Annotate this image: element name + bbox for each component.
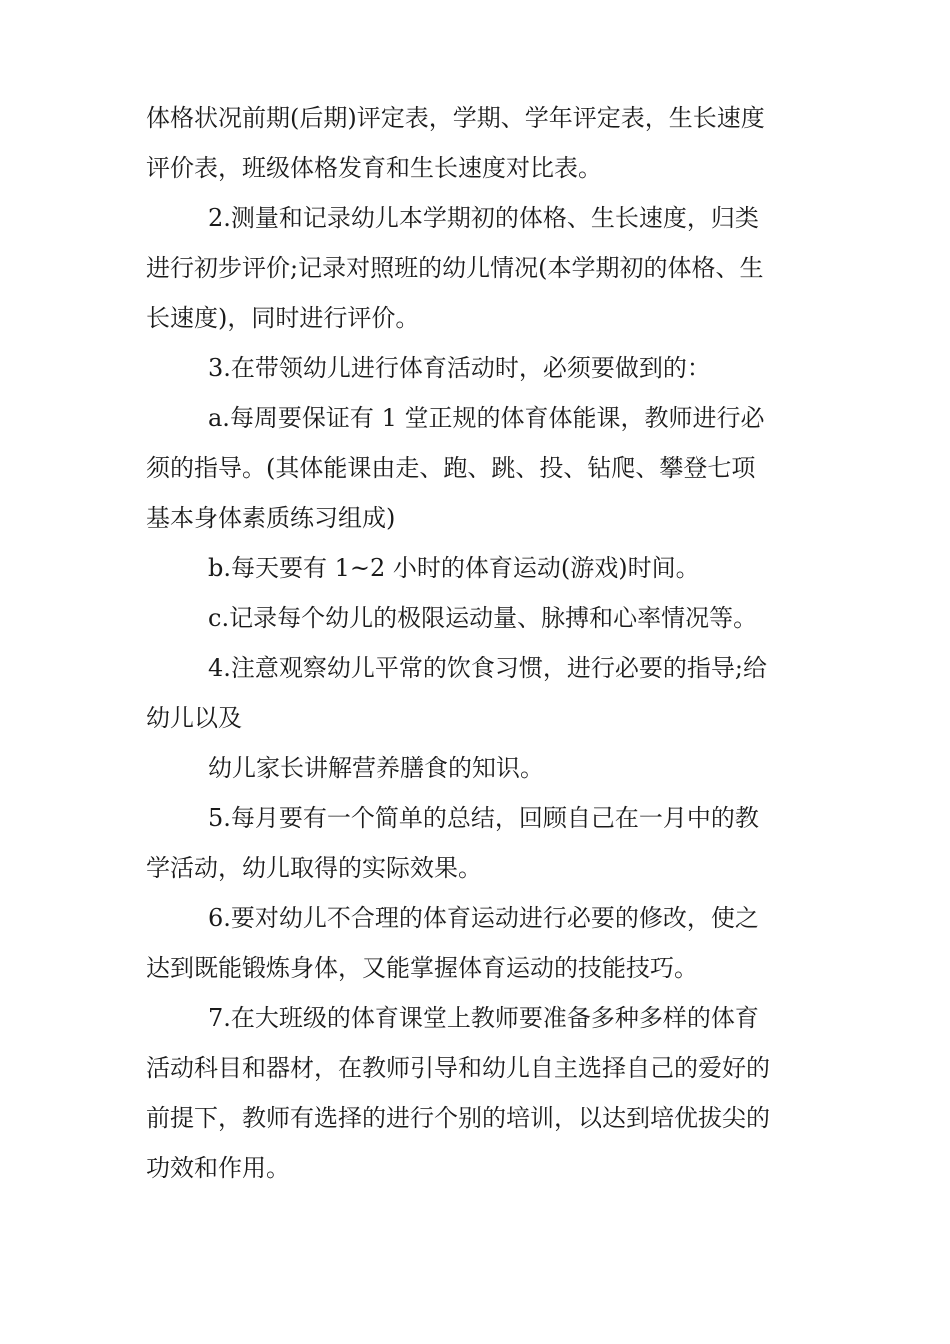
text-line: 学活动，幼儿取得的实际效果。 (146, 854, 482, 882)
item-b: b.每天要有 1~2 小时的体育运动(游戏)时间。 (208, 554, 700, 582)
text-line: 前提下，教师有选择的进行个别的培训，以达到培优拔尖的 (146, 1104, 770, 1132)
paragraph-3-start: 3.在带领幼儿进行体育活动时，必须要做到的： (208, 354, 711, 382)
text-line: 达到既能锻炼身体，又能掌握体育运动的技能技巧。 (146, 954, 698, 982)
paragraph-4-start: 4.注意观察幼儿平常的饮食习惯，进行必要的指导;给 (208, 654, 767, 682)
text-line: 基本身体素质练习组成) (146, 504, 396, 532)
text-line: 活动科目和器材，在教师引导和幼儿自主选择自己的爱好的 (146, 1054, 770, 1082)
paragraph-5-start: 5.每月要有一个简单的总结，回顾自己在一月中的教 (208, 804, 759, 832)
text-line: 须的指导。(其体能课由走、跑、跳、投、钻爬、攀登七项 (146, 454, 756, 482)
item-a-start: a.每周要保证有 1 堂正规的体育体能课，教师进行必 (208, 404, 765, 432)
text-line: 幼儿家长讲解营养膳食的知识。 (208, 754, 544, 782)
paragraph-7-start: 7.在大班级的体育课堂上教师要准备多种多样的体育 (208, 1004, 759, 1032)
item-c: c.记录每个幼儿的极限运动量、脉搏和心率情况等。 (208, 604, 758, 632)
text-line: 长速度)，同时进行评价。 (146, 304, 420, 332)
paragraph-2-start: 2.测量和记录幼儿本学期初的体格、生长速度，归类 (208, 204, 759, 232)
text-line: 功效和作用。 (146, 1154, 290, 1182)
text-line: 评价表，班级体格发育和生长速度对比表。 (146, 154, 602, 182)
paragraph-6-start: 6.要对幼儿不合理的体育运动进行必要的修改，使之 (208, 904, 759, 932)
text-line: 幼儿以及 (146, 704, 242, 732)
text-line: 体格状况前期(后期)评定表，学期、学年评定表，生长速度 (146, 104, 765, 132)
text-line: 进行初步评价;记录对照班的幼儿情况(本学期初的体格、生 (146, 254, 764, 282)
